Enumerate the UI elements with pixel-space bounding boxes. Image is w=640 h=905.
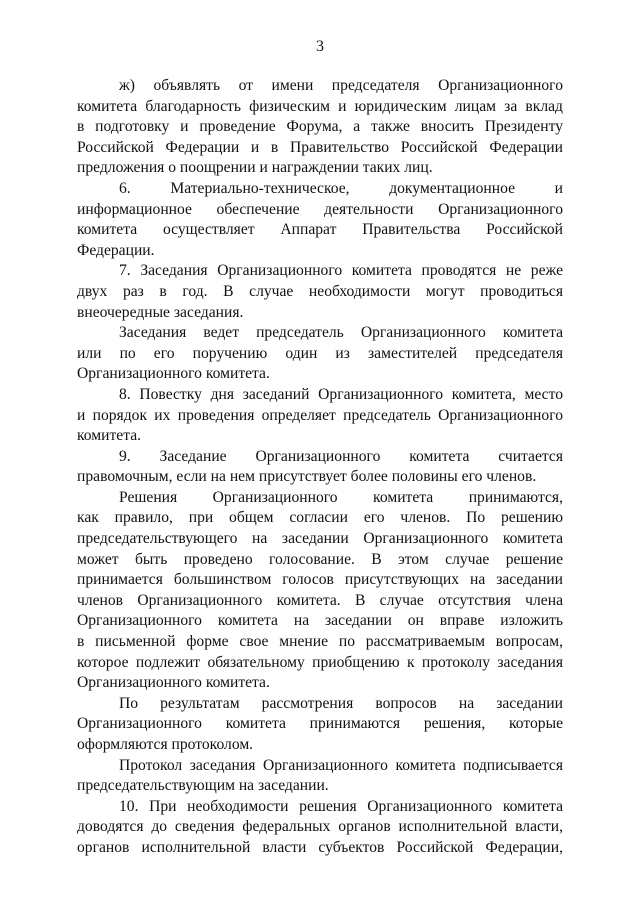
text-line: членов Организационного комитета. В случае отсутствия члена — [77, 591, 563, 609]
text-line: или по его поручению один из заместителей председателя — [77, 344, 563, 362]
paragraph-p-9c — [77, 694, 563, 756]
text-line: предложения о поощрении и награждении таких лиц. — [77, 159, 433, 177]
text-line: председательствующим на заседании. — [77, 777, 329, 795]
text-line: комитета благодарность физическим и юридическим лицам за вклад — [77, 97, 563, 115]
text-line: 9. Заседание Организационного комитета считается — [119, 447, 563, 465]
text-line: 7. Заседания Организационного комитета проводятся не реже — [119, 262, 563, 280]
paragraph-p-9d — [77, 756, 563, 797]
text-line: председательствующего на заседании Организационного комитета — [77, 530, 563, 548]
text-line: Решения Организационного комитета принимаются, — [119, 488, 563, 506]
text-line: информационное обеспечение деятельности Организационного — [77, 200, 563, 218]
text-line: Организационного комитета принимаются решения, которые — [77, 715, 563, 733]
text-line: принимается большинством голосов присутствующих на заседании — [77, 571, 563, 589]
text-line: Российской Федерации и в Правительство Российской Федерации — [77, 138, 563, 156]
paragraph-p-9 — [77, 447, 563, 488]
text-line: Протокол заседания Организационного комитета подписывается — [119, 756, 563, 774]
text-line: может быть проведено голосование. В этом случае решение — [77, 550, 563, 568]
text-line: По результатам рассмотрения вопросов на заседании — [119, 694, 563, 712]
text-line: правомочным, если на нем присутствует более половины его членов. — [77, 468, 537, 486]
text-line: Федерации. — [77, 241, 155, 259]
text-line: и порядок их проведения определяет председатель Организационного — [77, 406, 563, 424]
text-line: в письменной форме свое мнение по рассматриваемым вопросам, — [77, 633, 563, 651]
paragraph-p-9b — [77, 488, 563, 694]
paragraph-p-7 — [77, 261, 563, 323]
text-line: 10. При необходимости решения Организационного комитета — [119, 797, 563, 815]
text-line: в подготовку и проведение Форума, а также вносить Президенту — [77, 118, 563, 136]
text-line: комитета осуществляет Аппарат Правительства Российской — [77, 221, 563, 239]
page-number: 3 — [316, 38, 324, 55]
text-line: комитета. — [77, 427, 142, 445]
paragraph-p-zh — [77, 76, 563, 179]
text-line: Организационного комитета. — [77, 365, 270, 383]
text-line: Организационного комитета на заседании он вправе изложить — [77, 612, 563, 630]
paragraph-p-8 — [77, 385, 563, 447]
paragraph-p-10 — [77, 797, 563, 859]
text-line: органов исполнительной власти субъектов Российской Федерации, — [77, 838, 563, 856]
text-line: 6. Материально-техническое, документационное и — [119, 179, 563, 197]
text-line: как правило, при общем согласии его членов. По решению — [77, 509, 563, 527]
text-line: которое подлежит обязательному приобщению к протоколу заседания — [77, 653, 563, 671]
text-line: Организационного комитета. — [77, 674, 270, 692]
text-line: оформляются протоколом. — [77, 736, 254, 753]
text-line: Заседания ведет председатель Организационного комитета — [119, 324, 563, 342]
text-line: ж) объявлять от имени председателя Организационного — [119, 77, 563, 94]
text-line: доводятся до сведения федеральных органов исполнительной власти, — [77, 818, 563, 836]
paragraph-p-6 — [77, 179, 563, 261]
paragraph-p-7b — [77, 323, 563, 385]
document-body — [77, 76, 563, 859]
text-line: 8. Повестку дня заседаний Организационного комитета, место — [119, 385, 563, 403]
text-line: двух раз в год. В случае необходимости могут проводиться — [77, 282, 563, 300]
text-line: внеочередные заседания. — [77, 303, 244, 321]
